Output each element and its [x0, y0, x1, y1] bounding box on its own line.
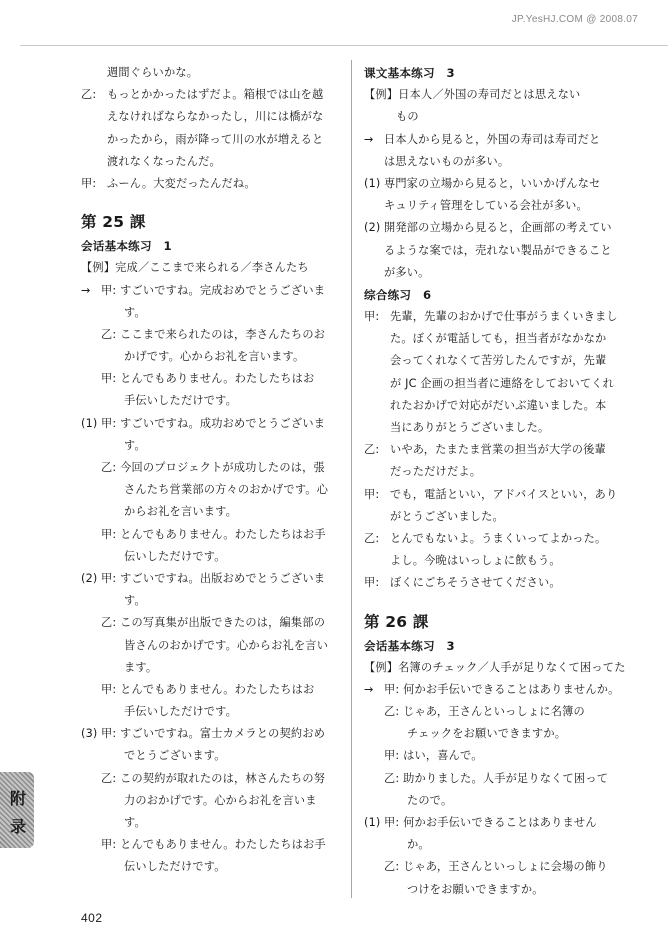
line-text: たので。: [407, 793, 453, 807]
line-text: がとうございました。: [390, 509, 504, 523]
line-marker: →: [81, 283, 91, 297]
line-text: が JC 企画の担当者に連絡をしておいてくれ: [390, 376, 614, 390]
line-marker: 乙:: [81, 88, 97, 102]
line-text: るような案では，売れない製品ができること: [384, 243, 612, 257]
line-text: 乙: じゃあ，王さんといっしょに名簿の: [384, 705, 585, 719]
line-marker: (2): [364, 221, 381, 235]
spacer: [81, 195, 343, 209]
text-line: [81, 368, 343, 390]
text-line: [81, 106, 343, 128]
line-marker: (1): [364, 176, 381, 190]
line-text: 伝いしただけです。: [124, 549, 226, 563]
line-text: 甲: すごいですね。完成おめでとうございま: [101, 283, 326, 297]
line-text: 力のおかげです。心からお礼を言いま: [124, 793, 317, 807]
line-marker: (1): [364, 816, 381, 829]
chapter-heading: 第 25 課: [81, 213, 146, 232]
text-line: [81, 790, 343, 812]
text-line: [81, 280, 343, 302]
line-marker: 甲:: [81, 176, 97, 190]
chapter-heading: 第 26 課: [364, 612, 429, 631]
line-text: 乙: 助かりました。人手が足りなくて困って: [384, 771, 609, 785]
text-line: [81, 346, 343, 368]
spacer: [364, 595, 628, 609]
text-line: [364, 657, 628, 679]
line-text: す。: [124, 438, 146, 452]
text-line: [81, 679, 343, 701]
line-text: 甲: 何かお手伝いできることはありません: [384, 816, 597, 829]
text-line: [81, 324, 343, 346]
line-text: 乙: 今回のプロジェクトが成功したのは，張: [101, 461, 325, 474]
text-line: [81, 635, 343, 657]
line-text: かったから，雨が降って川の水が増えると: [107, 132, 324, 146]
line-text: ます。: [124, 660, 158, 674]
text-line: [364, 328, 628, 350]
text-line: [81, 129, 343, 151]
line-text: でとうございます。: [124, 749, 226, 763]
line-text: からお礼を言います。: [124, 505, 237, 519]
text-line: [81, 524, 343, 546]
line-marker: →: [364, 132, 374, 146]
line-text: チェックをお願いできますか。: [407, 727, 567, 741]
section-heading: 会话基本练习 1: [81, 239, 172, 254]
line-text: 甲: とんでもありません。わたしたちはお: [101, 372, 315, 386]
text-line: [364, 834, 628, 856]
line-text: 甲: すごいですね。富士カメラとの契約おめ: [101, 727, 326, 741]
section-heading: 综合练习 6: [364, 287, 432, 302]
line-text: 乙: じゃあ，王さんといっしょに会場の飾り: [384, 860, 608, 874]
line-text: 甲: すごいですね。出版おめでとうございま: [101, 571, 326, 585]
text-line: [364, 768, 628, 790]
line-text: 皆さんのおかげです。心からお礼を言い: [124, 638, 329, 652]
text-line: [364, 506, 628, 528]
line-text: 会ってくれなくて苦労したんですが，先輩: [390, 354, 607, 368]
line-text: が多い。: [384, 265, 430, 279]
line-marker: (1): [81, 416, 98, 430]
column-divider: [351, 60, 352, 898]
header-rule: [20, 45, 668, 46]
line-text: 伝いしただけです。: [124, 860, 226, 874]
text-line: [364, 217, 628, 239]
section-heading: 课文基本练习 3: [364, 66, 455, 80]
text-line: [81, 413, 343, 435]
line-text: 日本人から見ると，外国の寿司は寿司だと: [384, 132, 601, 146]
side-tab-char: 录: [9, 817, 26, 836]
text-line: [81, 856, 343, 878]
text-line: [81, 834, 343, 856]
text-line: [364, 484, 628, 506]
side-tab-char: 附: [9, 789, 26, 808]
text-line: [81, 457, 343, 479]
line-text: か。: [407, 838, 430, 852]
line-text: 手伝いしただけです。: [124, 394, 237, 408]
text-line: [81, 302, 343, 324]
text-line: [81, 257, 343, 279]
line-text: さんたち営業部の方々のおかげです。心: [124, 483, 329, 497]
left-column: [81, 62, 343, 879]
text-line: [364, 129, 628, 151]
line-text: 専門家の立場から見ると，いいかげんなセ: [384, 176, 601, 190]
line-text: かげです。心からお礼を言います。: [124, 350, 305, 364]
text-line: [364, 373, 628, 395]
line-text: 甲: とんでもありません。わたしたちはお手: [101, 838, 326, 852]
text-line: [364, 723, 628, 745]
line-text: つけをお願いできますか。: [407, 882, 544, 896]
right-column: [364, 62, 628, 901]
text-line: [364, 195, 628, 217]
text-line: [81, 479, 343, 501]
line-text: キュリティ管理をしている会社が多い。: [384, 199, 588, 213]
line-text: 甲: 何かお手伝いできることはありませんか。: [384, 682, 620, 696]
line-text: 【例】名簿のチェック／人手が足りなくて困ってた: [364, 660, 626, 674]
line-marker: →: [364, 682, 374, 696]
appendix-side-tab: [0, 772, 34, 848]
line-text: 乙: この写真集が出版できたのは，編集部の: [101, 616, 326, 630]
line-marker: (2): [81, 571, 98, 585]
text-line: [364, 790, 628, 812]
line-text: えなければならなかったし，川には橋がな: [107, 110, 324, 124]
line-text: もの: [396, 110, 419, 124]
text-line: [364, 461, 628, 483]
text-line: [364, 856, 628, 878]
text-line: [81, 768, 343, 790]
text-line: [81, 390, 343, 412]
line-text: 【例】完成／ここまで来られる／李さんたち: [81, 261, 309, 275]
line-text: もっとかかったはずだよ。箱根では山を越: [107, 88, 324, 102]
text-line: [364, 879, 628, 901]
line-text: いやあ，たまたま営業の担当が大学の後輩: [390, 443, 606, 457]
watermark: JP.YesHJ.COM @ 2008.07: [511, 14, 638, 25]
line-text: でも，電話といい，アドバイスといい，あり: [390, 487, 618, 501]
text-line: [81, 173, 343, 195]
text-line: [81, 812, 343, 834]
text-line: [81, 62, 343, 84]
text-line: [81, 612, 343, 634]
text-line: [364, 679, 628, 701]
text-line: [364, 701, 628, 723]
text-line: [364, 528, 628, 550]
line-text: た。ぼくが電話しても，担当者がなかなか: [390, 332, 607, 346]
line-text: だっただけだよ。: [390, 465, 482, 479]
text-line: [364, 550, 628, 572]
line-text: 【例】日本人／外国の寿司だとは思えない: [364, 88, 581, 102]
page-number: 402: [81, 911, 103, 925]
text-line: [81, 546, 343, 568]
line-text: れたおかげで対応がだいぶ違いました。本: [390, 398, 607, 412]
line-text: 開発部の立場から見ると，企画部の考えてい: [384, 221, 612, 235]
text-line: [364, 812, 628, 834]
text-line: [364, 173, 628, 195]
text-line: [364, 151, 628, 173]
line-text: 先輩，先輩のおかげで仕事がうまくいきまし: [390, 310, 618, 324]
line-text: 甲: はい，喜んで。: [384, 749, 483, 763]
text-line: [364, 262, 628, 284]
line-text: 手伝いしただけです。: [124, 705, 237, 719]
text-line: [364, 106, 628, 128]
line-marker: 甲:: [364, 310, 380, 324]
text-line: [364, 745, 628, 767]
text-line: [81, 501, 343, 523]
text-line: [81, 568, 343, 590]
line-text: は思えないものが多い。: [384, 154, 510, 168]
line-text: 渡れなくなったんだ。: [107, 154, 221, 168]
line-marker: 乙:: [364, 531, 380, 545]
text-line: [81, 701, 343, 723]
text-line: [81, 745, 343, 767]
section-heading: 会话基本练习 3: [364, 638, 455, 653]
text-line: [364, 350, 628, 372]
line-text: 甲: すごいですね。成功おめでとうございま: [101, 416, 326, 430]
text-line: [364, 240, 628, 262]
text-line: [81, 723, 343, 745]
line-text: よし。今晩はいっしょに飲もう。: [390, 554, 561, 568]
text-line: [364, 572, 628, 594]
text-line: [364, 439, 628, 461]
line-text: 乙: この契約が取れたのは，林さんたちの努: [101, 771, 326, 785]
line-text: 乙: ここまで来られたのは，李さんたちのお: [101, 327, 326, 341]
text-line: [364, 417, 628, 439]
text-line: [364, 84, 628, 106]
line-text: ふーん。大変だったんだね。: [107, 176, 256, 190]
text-line: [81, 590, 343, 612]
line-text: す。: [124, 594, 146, 608]
line-marker: (3): [81, 727, 98, 741]
text-line: [81, 657, 343, 679]
line-text: 当にありがとうございました。: [390, 421, 550, 434]
text-line: [81, 151, 343, 173]
text-line: [364, 306, 628, 328]
text-line: [81, 84, 343, 106]
line-text: す。: [124, 305, 146, 319]
line-text: とんでもないよ。うまくいってよかった。: [390, 531, 607, 545]
line-marker: 甲:: [364, 487, 380, 501]
text-line: [81, 435, 343, 457]
line-text: 週間ぐらいかな。: [107, 66, 199, 79]
line-text: す。: [124, 816, 146, 829]
line-text: ぼくにごちそうさせてください。: [390, 576, 561, 590]
line-marker: 甲:: [364, 576, 380, 590]
line-text: 甲: とんでもありません。わたしたちはお手: [101, 527, 326, 541]
line-text: 甲: とんでもありません。わたしたちはお: [101, 682, 315, 696]
text-line: [364, 395, 628, 417]
line-marker: 乙:: [364, 443, 380, 457]
